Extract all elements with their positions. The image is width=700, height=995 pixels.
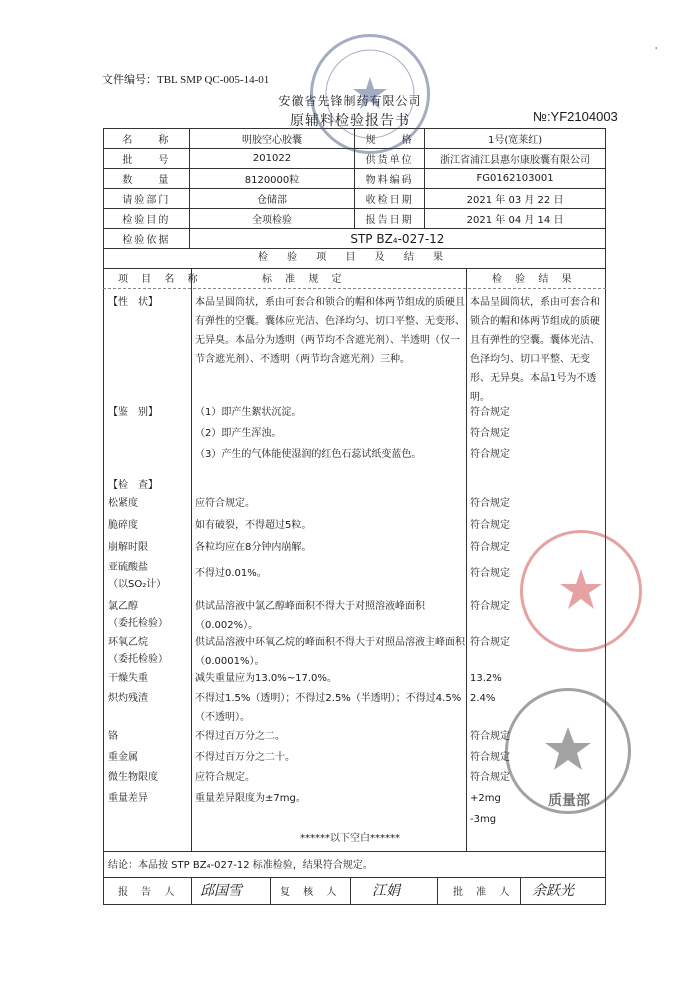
standard-jianbie-1: （1）即产生絮状沉淀。 — [195, 407, 302, 418]
result-jianbie-1: 符合规定 — [470, 407, 510, 418]
result-lvyichun: 符合规定 — [470, 601, 510, 612]
item-huanyangyiwan: 环氧乙烷 — [108, 637, 148, 648]
report-title: 原辅料检验报告书 — [290, 113, 410, 129]
item-huanyangyiwan-note: （委托检验） — [108, 654, 168, 665]
standard-zhongliang: 重量差异限度为±7mg。 — [195, 793, 306, 804]
result-weishengwu: 符合规定 — [470, 772, 510, 783]
approver-signature: 余跃光 — [532, 883, 574, 899]
column-header-item: 项 目 名 称 — [118, 274, 203, 285]
signature-divider — [520, 877, 521, 905]
item-lvyichun: 氯乙醇 — [108, 601, 138, 612]
department-label: 请验部门 — [104, 189, 190, 209]
result-zhongjinshu: 符合规定 — [470, 752, 510, 763]
supplier-value: 浙江省浦江县惠尔康胶囊有限公司 — [425, 149, 606, 169]
standard-jianbie-2: （2）即产生浑浊。 — [195, 428, 282, 439]
signature-divider — [270, 877, 271, 905]
info-row — [104, 209, 606, 229]
reporter-label: 报 告 人 — [118, 887, 180, 898]
standard-lvyichun: 供试品溶液中氯乙醇峰面积不得大于对照溶液峰面积（0.002%）。 — [195, 601, 425, 631]
standard-ganzao: 减失重量应为13.0%~17.0%。 — [195, 673, 337, 684]
company-name: 安徽省先锋制药有限公司 — [278, 94, 422, 108]
section-title: 检 验 项 目 及 结 果 — [103, 248, 606, 269]
corner-mark: ' — [655, 46, 658, 55]
reviewer-label: 复 核 人 — [280, 887, 342, 898]
header-divider — [103, 288, 606, 289]
result-huanyangyiwan: 符合规定 — [470, 637, 510, 648]
standard-chizhuo: 不得过1.5%（透明）；不得过2.5%（半透明）；不得过4.5%（不透明）。 — [195, 693, 462, 723]
item-zhongliang: 重量差异 — [108, 793, 148, 804]
standard-ge: 不得过百万分之二。 — [195, 731, 285, 742]
standard-cuisui: 如有破裂，不得超过5粒。 — [195, 520, 312, 531]
item-benjie: 崩解时限 — [108, 542, 148, 553]
blank-below-marker: ******以下空白****** — [300, 833, 400, 844]
standard-weishengwu: 应符合规定。 — [195, 772, 255, 783]
quantity-value: 8120000粒 — [189, 169, 354, 189]
signature-divider — [191, 877, 192, 905]
qa-seal-graphic — [523, 533, 639, 649]
column-header-result: 检 验 结 果 — [492, 274, 577, 285]
result-benjie: 符合规定 — [470, 542, 510, 553]
supplier-label: 供货单位 — [355, 149, 425, 169]
report-date-label: 报告日期 — [355, 209, 425, 229]
info-row — [104, 169, 606, 189]
name-label: 名 称 — [104, 129, 190, 149]
material-code-label: 物料编码 — [355, 169, 425, 189]
footer-divider — [103, 851, 606, 852]
item-chizhuo: 炽灼残渣 — [108, 693, 148, 704]
spec-value: 1号(宽莱红) — [425, 129, 606, 149]
standard-jianbie-3: （3）产生的气体能使湿润的红色石蕊试纸变蓝色。 — [195, 449, 422, 460]
item-lvyichun-note: （委托检验） — [108, 618, 168, 629]
item-xingzhuang: 【性 状】 — [108, 297, 158, 308]
result-jianbie-3: 符合规定 — [470, 449, 510, 460]
report-date-value: 2021 年 04 月 14 日 — [425, 209, 606, 229]
signature-divider — [437, 877, 438, 905]
column-divider — [191, 268, 192, 852]
signature-divider — [350, 877, 351, 905]
standard-yaliu: 不得过0.01%。 — [195, 568, 267, 579]
batch-value: 201022 — [189, 149, 354, 169]
receive-date-value: 2021 年 03 月 22 日 — [425, 189, 606, 209]
result-zhongliang-minus: -3mg — [470, 814, 497, 825]
receive-date-label: 收检日期 — [355, 189, 425, 209]
result-chizhuo: 2.4% — [470, 693, 496, 704]
result-ganzao: 13.2% — [470, 673, 502, 684]
result-jianbie-2: 符合规定 — [470, 428, 510, 439]
standard-songjin: 应符合规定。 — [195, 498, 255, 509]
reporter-signature: 邱国雪 — [200, 883, 242, 899]
standard-zhongjinshu: 不得过百万分之二十。 — [195, 752, 295, 763]
item-zhongjinshu: 重金属 — [108, 752, 138, 763]
item-yaliu-note: （以SO₂计） — [108, 579, 167, 590]
item-jianbie: 【鉴 别】 — [108, 407, 158, 418]
result-xingzhuang: 本品呈圆筒状，系由可套合和锁合的帽和体两节组成的质硬且有弹性的空囊。囊体光洁、色泽均匀、切口平整、无变形、无异臭。本品1号为不透明。 — [470, 297, 600, 403]
qa-seal — [520, 530, 642, 652]
conclusion: 结论：本品按 STP BZ₄-027-12 标准检验，结果符合规定。 — [108, 860, 373, 871]
result-zhongliang-plus: +2mg — [470, 793, 501, 804]
purpose-value: 全项检验 — [189, 209, 354, 229]
batch-label: 批 号 — [104, 149, 190, 169]
name-value: 明胶空心胶囊 — [189, 129, 354, 149]
company-seal-graphic — [313, 37, 427, 151]
item-ganzao: 干燥失重 — [108, 673, 148, 684]
item-weishengwu: 微生物限度 — [108, 772, 158, 783]
purpose-label: 检验目的 — [104, 209, 190, 229]
item-ge: 铬 — [108, 731, 118, 742]
basis-label: 检验依据 — [104, 229, 190, 249]
material-code-value: FG0162103001 — [425, 169, 606, 189]
info-row — [104, 189, 606, 209]
report-number: №:YF2104003 — [533, 109, 618, 124]
company-seal — [310, 34, 430, 154]
item-songjin: 松紧度 — [108, 498, 138, 509]
standard-benjie: 各粒均应在8分钟内崩解。 — [195, 542, 312, 553]
item-cuisui: 脆碎度 — [108, 520, 138, 531]
result-yaliu: 符合规定 — [470, 568, 510, 579]
result-ge: 符合规定 — [470, 731, 510, 742]
item-yaliu: 亚硫酸盐 — [108, 562, 148, 573]
item-jiancha: 【检 查】 — [108, 480, 158, 491]
result-songjin: 符合规定 — [470, 498, 510, 509]
qc-seal-label: 质量部 — [548, 793, 590, 809]
standard-xingzhuang: 本品呈圆筒状，系由可套合和锁合的帽和体两节组成的质硬且有弹性的空囊。囊体应光洁、色泽均匀、切口平整、无变形、无异臭。本品分为透明（两节均不含遮光剂）、半透明（仅一节含遮光剂）、不透明（两节均含遮光剂）三种。 — [195, 297, 465, 365]
spec-label: 规 格 — [355, 129, 425, 149]
column-header-standard: 标 准 规 定 — [262, 274, 347, 285]
basis-value: STP BZ₄-027-12 — [189, 229, 605, 249]
result-cuisui: 符合规定 — [470, 520, 510, 531]
approver-label: 批 准 人 — [453, 887, 515, 898]
info-row — [104, 229, 606, 249]
document-number: 文件编号：TBL SMP QC-005-14-01 — [102, 74, 270, 86]
department-value: 仓储部 — [189, 189, 354, 209]
quantity-label: 数 量 — [104, 169, 190, 189]
standard-huanyangyiwan: 供试品溶液中环氧乙烷的峰面积不得大于对照品溶液主峰面积（0.0001%）。 — [195, 637, 465, 667]
reviewer-signature: 江娟 — [372, 883, 400, 899]
